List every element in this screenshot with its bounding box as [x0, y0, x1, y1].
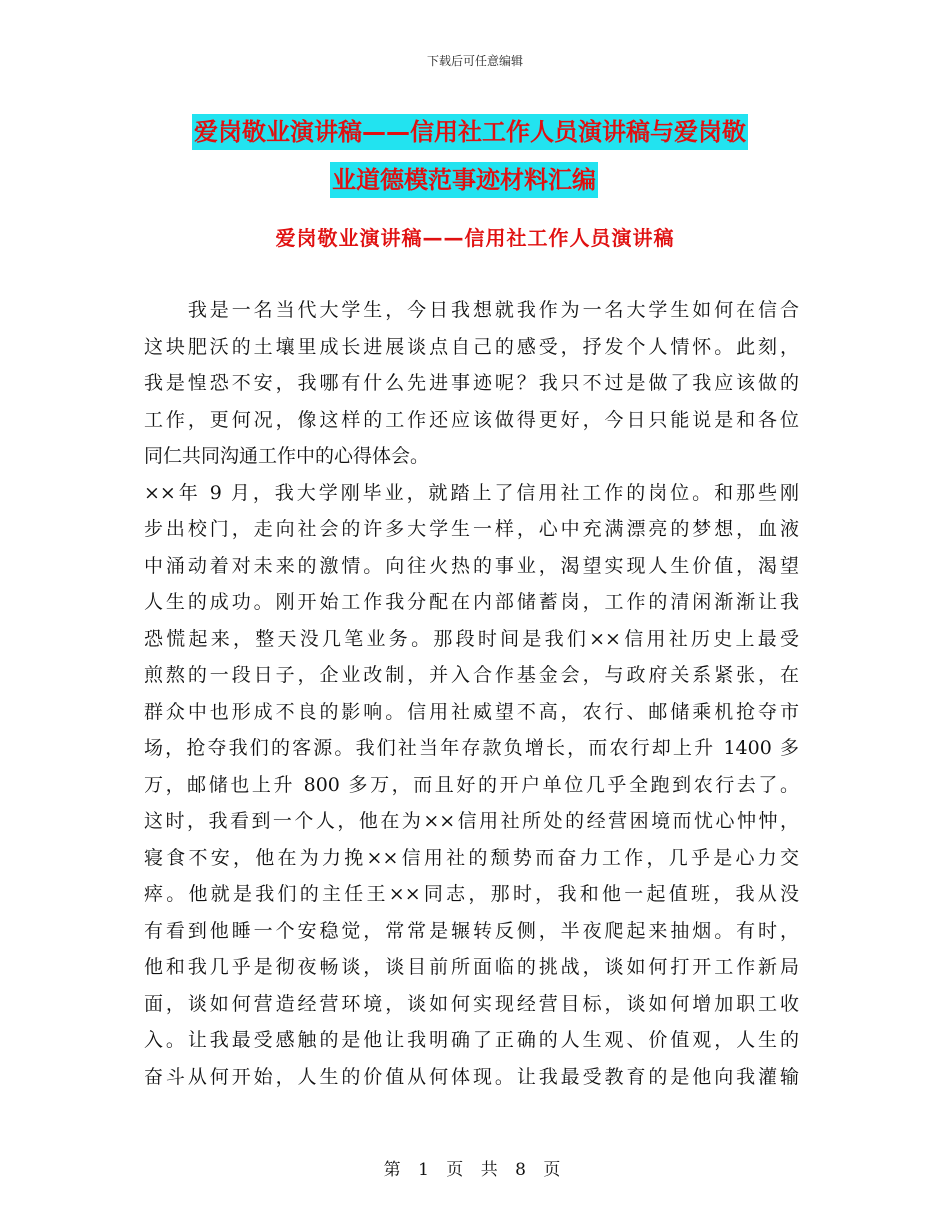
- body-line: 煎熬的一段日子，企业改制，并入合作基金会，与政府关系紧张，在: [144, 664, 799, 686]
- main-title-line-1: [192, 108, 850, 156]
- body-line: 有看到他睡一个安稳觉，常常是辗转反侧，半夜爬起来抽烟。有时，: [144, 919, 799, 942]
- body-line: 这块肥沃的土壤里成长进展谈点自己的感受，抒发个人情怀。此刻，: [144, 335, 799, 358]
- body-line: 这时，我看到一个人，他在为××信用社所处的经营困境而忧心忡忡，: [144, 810, 799, 832]
- body-line: 寝食不安，他在为力挽××信用社的颓势而奋力工作，几乎是心力交: [144, 846, 799, 869]
- body-line: 我是一名当代大学生，今日我想就我作为一名大学生如何在信合: [144, 299, 799, 321]
- body-line: 奋斗从何开始，人生的价值从何体现。让我最受教育的是他向我灌输: [144, 1065, 799, 1088]
- main-title-line-2: [330, 156, 850, 204]
- body-line: 恐慌起来，整天没几笔业务。那段时间是我们××信用社历史上最受: [144, 627, 799, 650]
- section-title: 爱岗敬业演讲稿——信用社工作人员演讲稿: [275, 226, 675, 250]
- body-line: 人生的成功。刚开始工作我分配在内部储蓄岗，工作的清闲渐渐让我: [144, 591, 799, 613]
- body-line: 他和我几乎是彻夜畅谈，谈目前所面临的挑战，谈如何打开工作新局: [144, 956, 799, 978]
- body-line: 瘁。他就是我们的主任王××同志，那时，我和他一起值班，我从没: [144, 883, 799, 905]
- body-line: 工作，更何况，像这样的工作还应该做得更好，今日只能说是和各位: [144, 408, 799, 431]
- body-line: 群众中也形成不良的影响。信用社威望不高，农行、邮储乘机抢夺市: [144, 700, 799, 723]
- body-line: ××年 9 月，我大学刚毕业，就踏上了信用社工作的岗位。和那些刚: [144, 481, 799, 504]
- body-line: 万，邮储也上升 800 多万，而且好的开户单位几乎全跑到农行去了。: [144, 773, 799, 796]
- header-note: 下载后可任意编辑: [426, 54, 523, 68]
- body-text: [144, 292, 799, 1095]
- main-title: [150, 108, 850, 204]
- body-line: 步出校门，走向社会的许多大学生一样，心中充满漂亮的梦想，血液: [144, 518, 799, 540]
- main-title-line-1-text: 爱岗敬业演讲稿——信用社工作人员演讲稿与爱岗敬: [192, 114, 748, 150]
- body-line: 中涌动着对未来的激情。向往火热的事业，渴望实现人生价值，渴望: [144, 554, 799, 577]
- body-line: 我是惶恐不安，我哪有什么先进事迹呢？我只不过是做了我应该做的: [144, 372, 799, 394]
- body-line: 入。让我最受感触的是他让我明确了正确的人生观、价值观，人生的: [144, 1029, 799, 1051]
- body-line: 面，谈如何营造经营环境，谈如何实现经营目标，谈如何增加职工收: [144, 992, 799, 1015]
- page-footer: 第 1 页 共 8 页: [383, 1160, 567, 1180]
- body-line: 同仁共同沟通工作中的心得体会。: [144, 445, 430, 467]
- body-line: 场，抢夺我们的客源。我们社当年存款负增长，而农行却上升 1400 多: [144, 737, 799, 759]
- main-title-line-2-text: 业道德模范事迹材料汇编: [330, 162, 598, 198]
